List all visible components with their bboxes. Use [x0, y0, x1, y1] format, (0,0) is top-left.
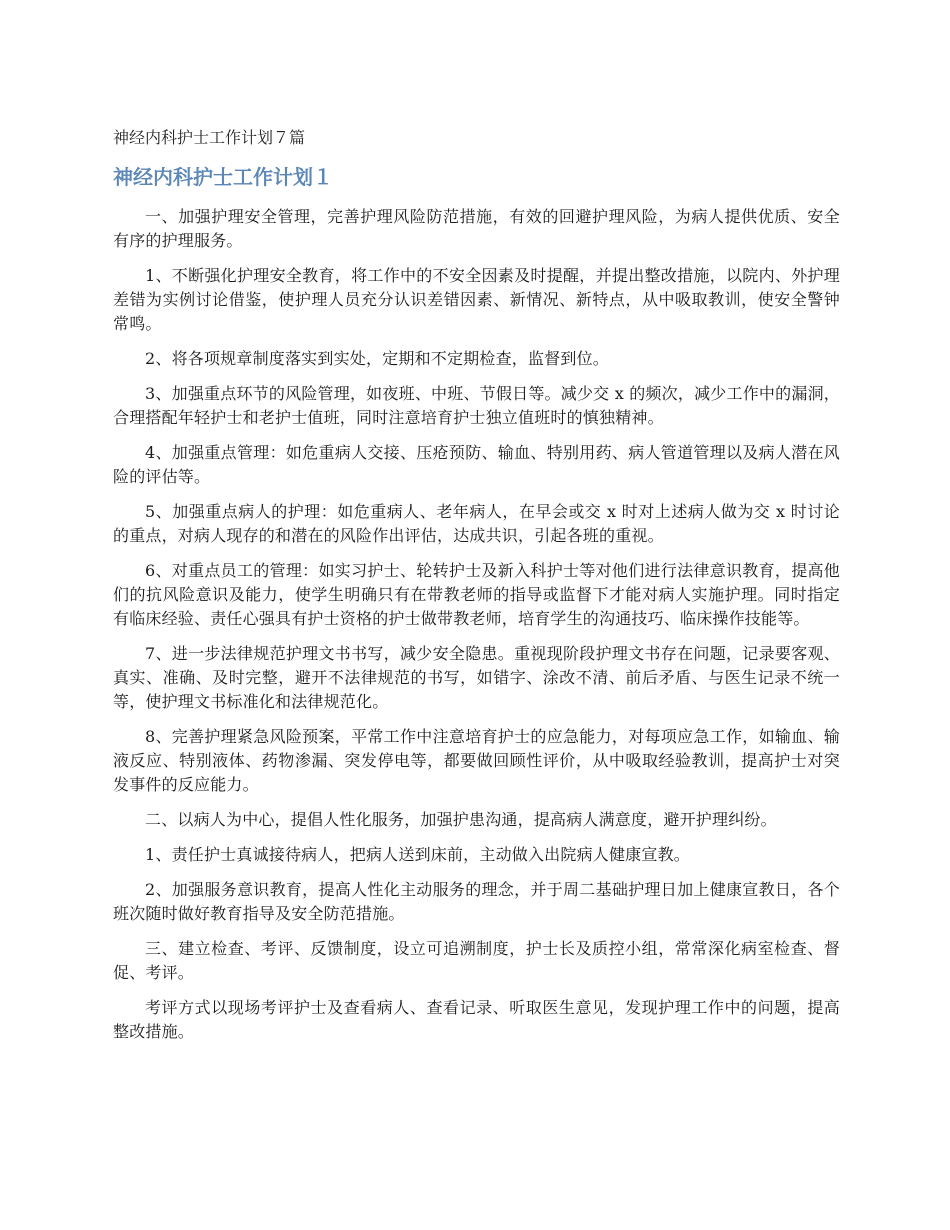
- document-title: 神经内科护士工作计划７篇: [113, 128, 306, 147]
- paragraph: 4、加强重点管理：如危重病人交接、压疮预防、输血、特别用药、病人管道管理以及病人潜在风险的评估等。: [113, 443, 840, 486]
- paragraph: 2、加强服务意识教育，提高人性化主动服务的理念，并于周二基础护理日加上健康宣教日，各个班次随时做好教育指导及安全防范措施。: [113, 880, 840, 923]
- document-body: [113, 205, 840, 1055]
- paragraph: 一、加强护理安全管理，完善护理风险防范措施，有效的回避护理风险，为病人提供优质、安全有序的护理服务。: [113, 207, 840, 250]
- paragraph: 1、不断强化护理安全教育，将工作中的不安全因素及时提醒，并提出整改措施，以院内、外护理差错为实例讨论借鉴，使护理人员充分认识差错因素、新情况、新特点，从中吸取教训，使安全警钟常鸣。: [113, 266, 840, 333]
- paragraph: 2、将各项规章制度落实到实处，定期和不定期检查，监督到位。: [145, 349, 609, 368]
- paragraph: 考评方式以现场考评护士及查看病人、查看记录、听取医生意见，发现护理工作中的问题，提高整改措施。: [113, 998, 840, 1041]
- paragraph: 1、责任护士真诚接待病人，把病人送到床前，主动做入出院病人健康宣教。: [145, 845, 690, 864]
- paragraph: 6、对重点员工的管理：如实习护士、轮转护士及新入科护士等对他们进行法律意识教育，提高他们的抗风险意识及能力，使学生明确只有在带教老师的指导或监督下才能对病人实施护理。同时指定有临床经验、责任心强具有护士资格的护士做带教老师，培育学生的沟通技巧、临床操作技能等。: [113, 561, 840, 628]
- paragraph: 二、以病人为中心，提倡人性化服务，加强护患沟通，提高病人满意度，避开护理纠纷。: [145, 810, 777, 829]
- paragraph: 3、加强重点环节的风险管理，如夜班、中班、节假日等。减少交 x 的频次，减少工作中的漏洞，合理搭配年轻护士和老护士值班，同时注意培育护士独立值班时的慎独精神。: [113, 384, 840, 427]
- paragraph: 5、加强重点病人的护理：如危重病人、老年病人，在早会或交 x 时对上述病人做为交 x 时讨论的重点，对病人现存的和潜在的风险作出评估，达成共识，引起各班的重视。: [113, 502, 840, 545]
- paragraph: 三、建立检查、考评、反馈制度，设立可追溯制度，护士长及质控小组，常常深化病室检查、督促、考评。: [113, 939, 840, 982]
- section-heading: 神经内科护士工作计划１: [113, 165, 333, 189]
- paragraph: 7、进一步法律规范护理文书书写，减少安全隐患。重视现阶段护理文书存在问题，记录要客观、真实、准确、及时完整，避开不法律规范的书写，如错字、涂改不清、前后矛盾、与医生记录不统一等，使护理文书标准化和法律规范化。: [113, 644, 840, 711]
- paragraph: 8、完善护理紧急风险预案，平常工作中注意培育护士的应急能力，对每项应急工作，如输血、输液反应、特别液体、药物渗漏、突发停电等，都要做回顾性评价，从中吸取经验教训，提高护士对突发事件的反应能力。: [113, 727, 840, 794]
